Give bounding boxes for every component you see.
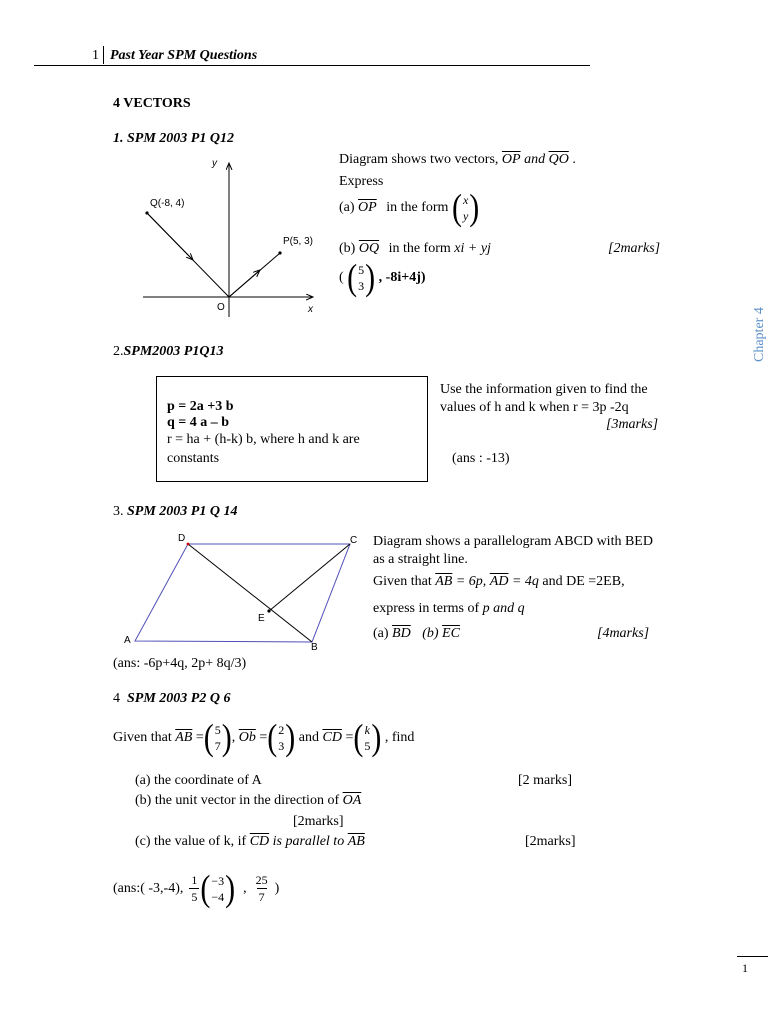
q4-ab-column-vector: ( 5 7 ) <box>203 716 232 758</box>
footer-rule <box>737 956 768 957</box>
cd-bot: 5 <box>364 739 371 753</box>
q1-part-b <box>339 241 491 257</box>
q1-point-q-label: Q(-8, 4) <box>150 198 185 209</box>
q1-ans-rest: , -8i+4j) <box>378 270 426 286</box>
q2-box-line4: constants <box>167 451 220 466</box>
q2-heading-text: SPM2003 P1Q13 <box>123 344 224 359</box>
vector-qo-arrow <box>147 213 193 260</box>
q2-answer: (ans : -13) <box>452 451 510 466</box>
q1-y-label: y <box>212 158 217 169</box>
frac-den: 5 <box>191 890 198 904</box>
section-title: 4 VECTORS <box>113 96 191 111</box>
q2-heading-num: 2. <box>113 344 124 359</box>
q1-origin-label: O <box>217 302 225 313</box>
point-d <box>187 543 190 546</box>
q3-part-a: (a) <box>373 626 389 641</box>
col-x: x <box>462 193 469 207</box>
q3-text3 <box>373 574 625 590</box>
header-title: Past Year SPM Questions <box>110 48 258 63</box>
line-ec <box>269 544 350 611</box>
ob-top: 2 <box>278 723 285 737</box>
q2-marks: [3marks] <box>606 417 659 432</box>
point-e <box>267 609 270 612</box>
vector-op-arrow <box>229 270 260 297</box>
q3-part-b: (b) <box>422 626 439 641</box>
q4-ob-column-vector: ( 2 3 ) <box>267 716 296 758</box>
q4-vec-ab: $\overline{AB}$ <box>175 730 193 746</box>
q3-heading-num: 3. <box>113 504 124 519</box>
q3-answer: (ans: -6p+4q, 2p+ 8q/3) <box>113 656 247 671</box>
q3-vec-ec: $\overline{EC}$ <box>442 626 460 641</box>
header-rule <box>34 65 590 66</box>
q4-answer: (ans:( -3,-4), $\frac{1}{5}$ ( −3 −4 ) , $\frac{25}{7}$ ) <box>113 867 280 909</box>
q3-label-c: C <box>350 535 358 546</box>
q3-text2: as a straight line. <box>373 552 468 567</box>
parallelogram-abcd <box>135 544 350 642</box>
q3-label-e: E <box>258 613 265 624</box>
ans-col-bot: 3 <box>358 279 365 293</box>
q1-part-b-text: in the form <box>388 241 451 256</box>
q2-text2: values of h and k when r = 3p -2q <box>440 400 629 415</box>
q3-text4-pre: express in terms of <box>373 601 480 616</box>
q1-vec-qo: $\overline{QO}$ <box>548 152 569 167</box>
q1-part-b-vec: $\overline{OQ}$ <box>358 241 380 256</box>
q3-label-b: B <box>311 642 318 653</box>
q4-part-c-text: (c) the value of k, if <box>135 834 247 849</box>
q4-ans-pre: (ans:( -3,-4), <box>113 880 184 896</box>
q2-heading <box>113 344 223 360</box>
q4-vec-oa: $\overline{OA}$ <box>342 793 362 808</box>
q3-text4 <box>373 601 525 617</box>
q3-heading <box>113 504 237 520</box>
q4-part-a-marks: [2 marks] <box>518 773 573 788</box>
q1-part-b-form: xi + yj <box>454 241 491 256</box>
q4-part-c-mid: is parallel to <box>272 834 345 849</box>
chapter-side-tab: Chapter 4 <box>752 307 767 362</box>
q4-vec-ob: $\overline{Ob}$ <box>238 730 256 746</box>
q3-text4-terms: p and q <box>482 601 525 616</box>
q2-box-line3: r = ha + (h-k) b, where h and k are <box>167 432 360 447</box>
q4-vec-cd: $\overline{CD}$ <box>322 730 342 746</box>
q1-part-a <box>339 186 480 228</box>
q1-ans-column-vector: ( 5 3 ) <box>347 256 376 298</box>
q3-parallelogram-diagram <box>120 535 360 650</box>
q3-vec-ad: $\overline{AD}$ <box>489 574 509 589</box>
q1-and: and <box>524 152 546 167</box>
q2-box-line2: q = 4 a – b <box>167 415 230 430</box>
q3-vec-bd: $\overline{BD}$ <box>392 626 411 641</box>
ans-col-top: 5 <box>358 263 365 277</box>
q3-eq1: = 6p, <box>455 574 487 589</box>
q4-ans-column-vector: ( −3 −4 ) <box>200 867 236 909</box>
point-p <box>278 251 281 254</box>
q4-vec-cd-2: $\overline{CD}$ <box>249 834 270 849</box>
q4-part-a: (a) the coordinate of A <box>135 773 262 788</box>
q1-line1-end: . <box>572 152 576 167</box>
q4-heading <box>113 691 230 707</box>
q4-heading-num: 4 <box>113 691 120 706</box>
q1-point-p-label: P(5, 3) <box>283 236 314 247</box>
q4-given-text: Given that <box>113 730 172 746</box>
q1-part-a-vec: $\overline{OP}$ <box>358 200 377 216</box>
q4-part-b <box>135 793 361 809</box>
header-page-number: 1 <box>92 48 99 63</box>
ab-top: 5 <box>214 723 221 737</box>
ans4-col-top: −3 <box>211 873 225 888</box>
cd-top: k <box>364 723 370 737</box>
q4-given: Given that $\overline{AB}$ = ( 5 7 ) , $\overline{Ob}$ = ( 2 3 ) and $\overline{CD}$ = ( k 5 ) , find <box>113 716 415 758</box>
q4-cd-column-vector: ( k 5 ) <box>353 716 382 758</box>
q3-text1: Diagram shows a parallelogram ABCD with BED <box>373 534 653 549</box>
q4-and: and <box>298 730 319 746</box>
q3-text3-pre: Given that <box>373 574 432 589</box>
q3-label-a: A <box>124 635 131 646</box>
q1-part-a-text: in the form <box>386 200 449 216</box>
q4-part-c-marks: [2marks] <box>525 834 576 849</box>
q1-xy-column-vector: ( x y ) <box>451 186 480 228</box>
q4-ans-fraction-2 <box>256 872 268 905</box>
frac2-den: 7 <box>258 890 265 904</box>
point-q <box>145 211 148 214</box>
q4-vec-ab-2: $\overline{AB}$ <box>347 834 365 849</box>
ob-bot: 3 <box>278 739 285 753</box>
q4-part-b-marks: [2marks] <box>293 814 344 829</box>
q4-ans-end: ) <box>274 880 280 896</box>
q1-vec-op: $\overline{OP}$ <box>501 152 521 167</box>
q4-part-b-text: (b) the unit vector in the direction of <box>135 793 340 808</box>
q4-heading-text: SPM 2003 P2 Q 6 <box>127 691 231 706</box>
frac2-num: 25 <box>255 873 268 887</box>
ab-bot: 7 <box>214 739 221 753</box>
q3-heading-text: SPM 2003 P1 Q 14 <box>127 504 238 519</box>
q3-eq2: = 4q <box>511 574 539 589</box>
q1-express: Express <box>339 174 384 189</box>
q3-marks: [4marks] <box>597 626 650 641</box>
q2-text1: Use the information given to find the <box>440 382 648 397</box>
q1-line1 <box>339 152 576 168</box>
line-bd <box>188 544 312 642</box>
q4-find: , find <box>384 730 415 746</box>
q3-parts <box>373 626 460 642</box>
frac-num: 1 <box>191 873 198 887</box>
q3-label-d: D <box>178 533 186 544</box>
footer-page-number: 1 <box>742 961 748 975</box>
ans4-col-bot: −4 <box>211 889 225 904</box>
q2-box-line1: p = 2a +3 b <box>167 399 234 414</box>
q1-part-b-label: (b) <box>339 241 356 256</box>
col-y: y <box>462 209 469 223</box>
q1-marks: [2marks] <box>608 241 661 256</box>
q4-part-c <box>135 834 365 850</box>
q1-part-a-label: (a) <box>339 200 355 216</box>
q4-ans-fraction <box>189 872 199 905</box>
q3-vec-ab: $\overline{AB}$ <box>435 574 453 589</box>
q3-text3-post: and DE =2EB, <box>542 574 625 589</box>
header-divider <box>103 46 104 64</box>
q1-line1-text: Diagram shows two vectors, <box>339 152 499 167</box>
q1-ans-open: ( <box>339 270 344 286</box>
q1-heading: 1. SPM 2003 P1 Q12 <box>113 131 234 146</box>
q1-x-label: x <box>308 304 313 315</box>
q1-answer <box>339 256 426 298</box>
